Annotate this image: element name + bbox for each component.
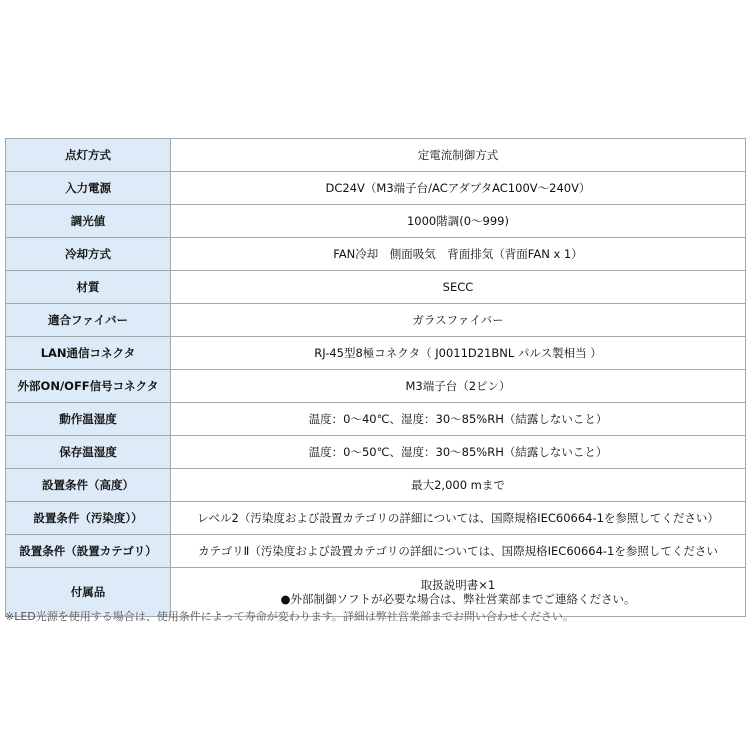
spec-value: 温度：0～50℃、湿度：30～85%RH（結露しないこと）: [171, 436, 746, 469]
spec-row-altitude: [6, 469, 746, 502]
spec-value: SECC: [171, 271, 746, 304]
spec-value: カテゴリⅡ（汚染度および設置カテゴリの詳細については、国際規格IEC60664-1を参照してください: [171, 535, 746, 568]
spec-value: 1000階調(0～999): [171, 205, 746, 238]
accessories-line-2: ●外部制御ソフトが必要な場合は、弊社営業部までご連絡ください。: [280, 592, 636, 606]
spec-row-operating-env: [6, 403, 746, 436]
spec-label: 動作温湿度: [6, 403, 171, 436]
spec-value: 定電流制御方式: [171, 139, 746, 172]
spec-value: DC24V（M3端子台/ACアダプタAC100V～240V）: [171, 172, 746, 205]
spec-value: 最大2,000 mまで: [171, 469, 746, 502]
spec-row-cooling: [6, 238, 746, 271]
spec-label: 材質: [6, 271, 171, 304]
spec-label: 設置条件（汚染度））: [6, 502, 171, 535]
spec-label: 適合ファイバー: [6, 304, 171, 337]
spec-row-material: [6, 271, 746, 304]
spec-row-storage-env: [6, 436, 746, 469]
spec-label: 付属品: [6, 568, 171, 617]
spec-value: FAN冷却 側面吸気 背面排気（背面FAN x 1）: [171, 238, 746, 271]
spec-label: 外部ON/OFF信号コネクタ: [6, 370, 171, 403]
spec-value: 温度：0～40℃、湿度：30～85%RH（結露しないこと）: [171, 403, 746, 436]
spec-value: RJ-45型8極コネクタ（ J0011D21BNL パルス製相当 ）: [171, 337, 746, 370]
spec-table: [5, 138, 746, 617]
accessories-line-1: 取扱説明書×1: [420, 578, 496, 592]
spec-row-fiber: [6, 304, 746, 337]
spec-label: 設置条件（高度）: [6, 469, 171, 502]
cut-off-footnote: [5, 610, 746, 624]
spec-row-input-power: [6, 172, 746, 205]
spec-label: 保存温湿度: [6, 436, 171, 469]
spec-value: レベル2（汚染度および設置カテゴリの詳細については、国際規格IEC60664-1を参照してください）: [171, 502, 746, 535]
spec-row-installation-category: [6, 535, 746, 568]
spec-row-dimming: [6, 205, 746, 238]
spec-label: 点灯方式: [6, 139, 171, 172]
spec-label: 冷却方式: [6, 238, 171, 271]
spec-label: 入力電源: [6, 172, 171, 205]
spec-value: ガラスファイバー: [171, 304, 746, 337]
spec-label: 設置条件（設置カテゴリ）: [6, 535, 171, 568]
cut-off-footnote-text: ※LED光源を使用する場合は、使用条件によって寿命が変わります。詳細は弊社営業部までお問い合わせください。: [5, 610, 574, 623]
spec-row-pollution-degree: [6, 502, 746, 535]
spec-row-lighting-method: [6, 139, 746, 172]
spec-row-onoff-connector: [6, 370, 746, 403]
spec-label: LAN通信コネクタ: [6, 337, 171, 370]
spec-row-lan-connector: [6, 337, 746, 370]
spec-label: 調光値: [6, 205, 171, 238]
spec-value: M3端子台（2ピン）: [171, 370, 746, 403]
